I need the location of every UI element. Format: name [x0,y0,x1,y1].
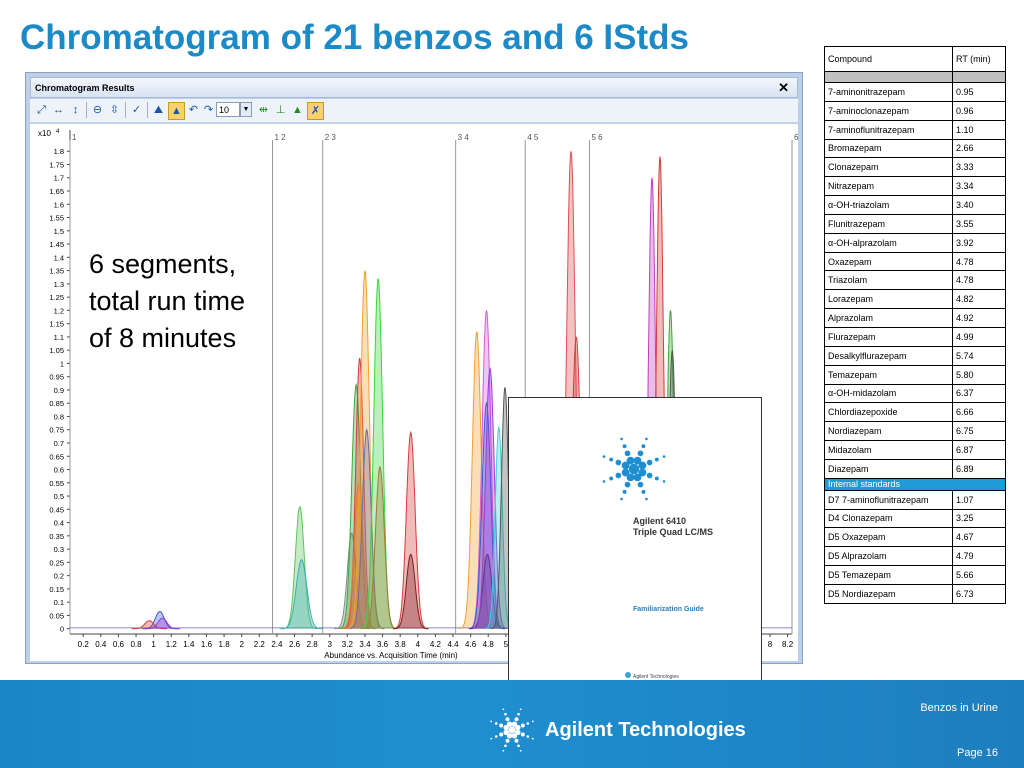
callout-line: 6 segments, [89,249,237,279]
compound-cell: Nitrazepam [825,177,953,196]
rt-cell: 3.55 [953,214,1006,233]
toolbar-separator [147,102,148,118]
toolbar-separator [125,102,126,118]
select-peak-icon[interactable]: ✓ [131,104,142,116]
spark-dot [620,498,623,501]
compound-cell: 7-aminonitrazepam [825,83,953,102]
spark-dot [622,469,630,477]
rt-cell: 4.82 [953,290,1006,309]
spark-dot [499,732,503,736]
undo-icon[interactable]: ↶ [188,104,199,116]
compound-cell: Nordiazepam [825,422,953,441]
rt-cell: 6.73 [953,584,1006,603]
compound-cell: Flunitrazepam [825,214,953,233]
autoscale-y-icon[interactable]: ⇳ [109,104,120,116]
y-tick-label: 0.9 [53,385,64,395]
rt-cell: 4.78 [953,252,1006,271]
spark-dot [627,457,635,465]
spark-dot [520,750,522,752]
y-tick-label: 0.05 [49,611,64,621]
callout-line: of 8 minutes [89,323,237,353]
spark-dot [623,490,627,494]
rt-cell: 0.96 [953,101,1006,120]
y-tick-label: 0.1 [53,598,64,608]
x-tick-label: 4.4 [447,640,459,649]
x-axis-label: Abundance vs. Acquisition Time (min) [324,651,458,660]
spark-dot [532,720,534,722]
x-tick-label: 0.2 [77,640,89,649]
y-tick-label: 0.3 [53,545,64,555]
segment-label: 1 2 [274,133,286,142]
y-tick-label: 1.3 [53,279,64,289]
window-title: Chromatogram Results [35,83,135,93]
rt-cell: 4.67 [953,528,1006,547]
agilent-small-logo-icon [625,672,631,678]
spark-dot [616,473,622,479]
peak-width-icon[interactable]: ⇹ [258,104,269,116]
rt-cell: 6.89 [953,459,1006,478]
spark-dot [504,744,507,747]
x-tick-label: 1.4 [183,640,195,649]
compound-cell: α-OH-triazolam [825,196,953,215]
spark-dot [603,455,606,458]
resize-diagonal-icon[interactable]: ⤢ [37,104,46,116]
y-tick-label: 1.2 [53,306,64,316]
spark-dot [642,444,646,448]
spark-dot [620,438,623,441]
peak-fill [280,560,322,629]
table-row [825,566,1006,585]
rt-cell: 4.92 [953,309,1006,328]
rt-cell: 3.25 [953,509,1006,528]
compound-cell: α-OH-alprazolam [825,233,953,252]
spark-dot [515,725,520,730]
y-tick-label: 1.45 [49,240,64,250]
table-row [825,252,1006,271]
spark-dot [629,464,639,474]
segment-label: 5 6 [591,133,603,142]
x-tick-label: 1.6 [200,640,213,649]
spark-dot [521,724,525,728]
clear-peaks-icon[interactable]: ✗ [307,102,324,120]
compound-cell: D5 Alprazolam [825,547,953,566]
rt-cell: 4.79 [953,547,1006,566]
spark-dot [506,739,510,743]
toolbar-separator [86,102,87,118]
table-row [825,309,1006,328]
rt-cell: 1.07 [953,490,1006,509]
segment-label: 6 [794,133,799,142]
x-tick-label: 3.4 [359,640,371,649]
spark-dot [521,732,525,736]
table-row [825,441,1006,460]
callout-line: total run time [89,286,246,316]
y-tick-label: 0.55 [49,478,64,488]
spark-dot [526,722,529,725]
table-row [825,196,1006,215]
spark-dot [514,739,518,743]
compound-cell: D5 Nordiazepam [825,584,953,603]
rt-cell: 5.66 [953,566,1006,585]
x-tick-label: 5 [503,640,509,649]
spark-dot [512,733,517,738]
spark-dot [609,458,613,462]
x-tick-label: 1.8 [218,640,230,649]
compound-cell: D5 Temazepam [825,566,953,585]
booklet-title [633,516,713,538]
compound-cell: Alprazolam [825,309,953,328]
compound-cell: Desalkylflurazepam [825,346,953,365]
y-multiplier-label: x10 [38,129,51,138]
column-header-rt: RT (min) [953,47,1006,72]
y-multiplier-exponent: 4 [56,129,60,135]
y-tick-label: 1.55 [49,213,64,223]
compound-cell: D4 Clonazepam [825,509,953,528]
table-row [825,365,1006,384]
booklet-title-line: Triple Quad LC/MS [633,527,714,537]
close-icon[interactable]: ✕ [778,80,789,95]
table-row [825,459,1006,478]
rt-cell: 6.66 [953,403,1006,422]
table-row [825,403,1006,422]
spark-dot [625,451,631,457]
compound-cell: Triazolam [825,271,953,290]
spark-dot [490,720,492,722]
segment-label: 1 [72,133,77,142]
spark-dot [504,713,507,716]
x-tick-label: 1 [151,640,156,649]
rt-cell: 3.40 [953,196,1006,215]
compound-cell: Oxazepam [825,252,953,271]
spark-dot [517,713,520,716]
table-row [825,139,1006,158]
x-tick-label: 8.2 [782,640,794,649]
table-row [825,83,1006,102]
spark-dot [642,490,646,494]
spark-dot [520,708,522,710]
rt-cell: 3.34 [953,177,1006,196]
toolbar-value-input[interactable]: 10 [216,102,240,117]
y-tick-label: 1.65 [49,187,64,197]
peak-fill [393,554,428,628]
y-tick-label: 1.7 [53,173,64,183]
x-tick-label: 2.8 [306,640,318,649]
compound-cell: Lorazepam [825,290,953,309]
compound-cell: D5 Oxazepam [825,528,953,547]
internal-standards-header-row [825,478,1006,490]
table-row [825,584,1006,603]
table-row [825,214,1006,233]
x-tick-label: 4.8 [482,640,494,649]
spark-dot [502,750,504,752]
spark-dot [495,722,498,725]
x-tick-label: 0.8 [130,640,142,649]
agilent-spark-logo-icon [599,434,669,504]
y-tick-label: 0.45 [49,505,64,515]
footer-page-number: Page 16 [957,747,998,759]
spark-dot [616,460,622,466]
peak-flag-icon[interactable]: ▲ [292,104,303,116]
y-tick-label: 1.35 [49,266,64,276]
y-tick-label: 0.65 [49,452,64,462]
spark-dot [499,724,503,728]
compound-cell: Temazepam [825,365,953,384]
table-row [825,158,1006,177]
retention-time-table [824,46,1006,604]
spark-dot [503,730,508,735]
rt-cell: 6.87 [953,441,1006,460]
booklet-subtitle: Familiarization Guide [633,606,704,613]
internal-standards-label: Internal standards [825,478,1006,490]
x-tick-label: 8 [767,640,773,649]
integrate-mountain-icon[interactable]: ▲ [168,102,185,120]
rt-cell: 6.37 [953,384,1006,403]
compound-cell: Chlordiazepoxide [825,403,953,422]
spark-dot [638,482,644,488]
y-tick-label: 0.95 [49,372,64,382]
x-tick-label: 1.2 [165,640,177,649]
agilent-spark-logo-icon [488,706,536,754]
y-tick-label: 0.7 [53,439,64,449]
y-tick-label: 0.5 [53,492,64,502]
spark-dot [634,474,642,482]
table-row [825,271,1006,290]
segment-label: 4 5 [527,133,539,142]
table-row [825,290,1006,309]
y-tick-label: 1.25 [49,293,64,303]
spark-dot [663,455,666,458]
compound-cell: Midazolam [825,441,953,460]
spark-dot [639,462,647,470]
chromatogram-toolbar [30,99,798,123]
window-titlebar [30,77,798,98]
booklet-title-line: Agilent 6410 [633,516,687,526]
y-tick-label: 0.8 [53,412,64,422]
rt-cell: 3.33 [953,158,1006,177]
x-tick-label: 4.2 [429,640,441,649]
y-tick-label: 0.15 [49,584,64,594]
spark-dot [603,480,606,483]
rt-cell: 2.66 [953,139,1006,158]
rt-cell: 4.99 [953,327,1006,346]
x-tick-label: 3.8 [394,640,406,649]
rt-cell: 5.74 [953,346,1006,365]
y-tick-label: 0 [59,624,64,634]
table-row [825,177,1006,196]
spark-dot [508,726,515,733]
table-row [825,346,1006,365]
spark-dot [490,738,492,740]
spark-dot [506,717,510,721]
spark-dot [502,708,504,710]
table-row [825,547,1006,566]
spark-dot [638,451,644,457]
x-tick-label: 3 [327,640,332,649]
integrate-icon[interactable]: ⛰ [153,104,164,116]
spark-dot [625,482,631,488]
x-tick-label: 2.6 [288,640,301,649]
spark-dot [645,498,648,501]
rt-cell: 4.78 [953,271,1006,290]
y-tick-label: 1.4 [53,253,64,263]
y-tick-label: 1.8 [53,147,64,157]
slide-callout [86,246,248,357]
resize-horizontal-icon[interactable]: ↔ [53,104,64,116]
y-tick-label: 0.6 [53,465,64,475]
y-tick-label: 0.25 [49,558,64,568]
spark-dot [532,738,534,740]
compound-cell: Clonazepam [825,158,953,177]
spark-dot [517,744,520,747]
table-row [825,120,1006,139]
table-row [825,101,1006,120]
footer-topic: Benzos in Urine [920,702,998,714]
x-tick-label: 0.6 [112,640,124,649]
table-row [825,327,1006,346]
booklet-cover-image [508,397,762,698]
spark-dot [655,477,659,481]
y-tick-label: 1.05 [49,346,64,356]
compound-cell: Diazepam [825,459,953,478]
compound-cell: 7-aminoclonazepam [825,101,953,120]
rt-cell: 0.95 [953,83,1006,102]
spark-dot [645,438,648,441]
y-tick-label: 1.75 [49,160,64,170]
zoom-out-icon[interactable]: ⊖ [92,104,103,116]
table-row [825,490,1006,509]
table-spacer-row [825,72,1006,83]
table-row [825,233,1006,252]
rt-cell: 1.10 [953,120,1006,139]
spark-dot [647,460,653,466]
spark-dot [609,477,613,481]
y-tick-label: 1.1 [53,332,64,342]
y-tick-label: 0.75 [49,425,64,435]
resize-vertical-icon[interactable]: ↕ [72,104,79,116]
column-header-compound: Compound [825,47,953,72]
y-tick-label: 0.4 [53,518,64,528]
x-tick-label: 3.2 [341,640,353,649]
x-tick-label: 2 [239,640,244,649]
footer-company-name: Agilent Technologies [545,719,746,741]
y-tick-label: 0.2 [53,571,64,581]
x-tick-label: 2.4 [271,640,283,649]
x-tick-label: 4 [415,640,421,649]
x-tick-label: 2.2 [253,640,265,649]
rt-cell: 3.92 [953,233,1006,252]
y-tick-label: 0.85 [49,399,64,409]
table-row [825,422,1006,441]
dropdown-icon[interactable]: ▼ [240,102,252,117]
y-tick-label: 1 [59,359,64,369]
y-tick-label: 0.35 [49,531,64,541]
compound-cell: D7 7-aminoflunitrazepam [825,490,953,509]
rt-cell: 6.75 [953,422,1006,441]
redo-icon[interactable]: ↷ [203,104,214,116]
spark-dot [655,458,659,462]
rt-cell: 5.80 [953,365,1006,384]
compound-cell: 7-aminoflunitrazepam [825,120,953,139]
spark-dot [514,717,518,721]
y-tick-label: 1.5 [53,226,64,236]
compound-cell: Flurazepam [825,327,953,346]
x-tick-label: 0.4 [95,640,107,649]
spark-dot [495,735,498,738]
x-tick-label: 3.6 [377,640,389,649]
segment-label: 3 4 [457,133,469,142]
y-tick-label: 1.6 [53,200,64,210]
peak-label-icon[interactable]: ⊥ [275,104,286,116]
table-row [825,509,1006,528]
slide-title: Chromatogram of 21 benzos and 6 IStds [20,18,689,57]
spark-dot [623,444,627,448]
spark-dot [507,721,512,726]
segment-label: 2 3 [324,133,336,142]
compound-cell: Bromazepam [825,139,953,158]
booklet-footer: Agilent Technologies [633,674,679,680]
table-row [825,384,1006,403]
y-tick-label: 1.15 [49,319,64,329]
compound-cell: α-OH-midazolam [825,384,953,403]
spark-dot [647,473,653,479]
table-header-row [825,47,1006,72]
table-row [825,528,1006,547]
spark-dot [663,480,666,483]
x-tick-label: 4.6 [465,640,477,649]
spark-dot [526,735,529,738]
